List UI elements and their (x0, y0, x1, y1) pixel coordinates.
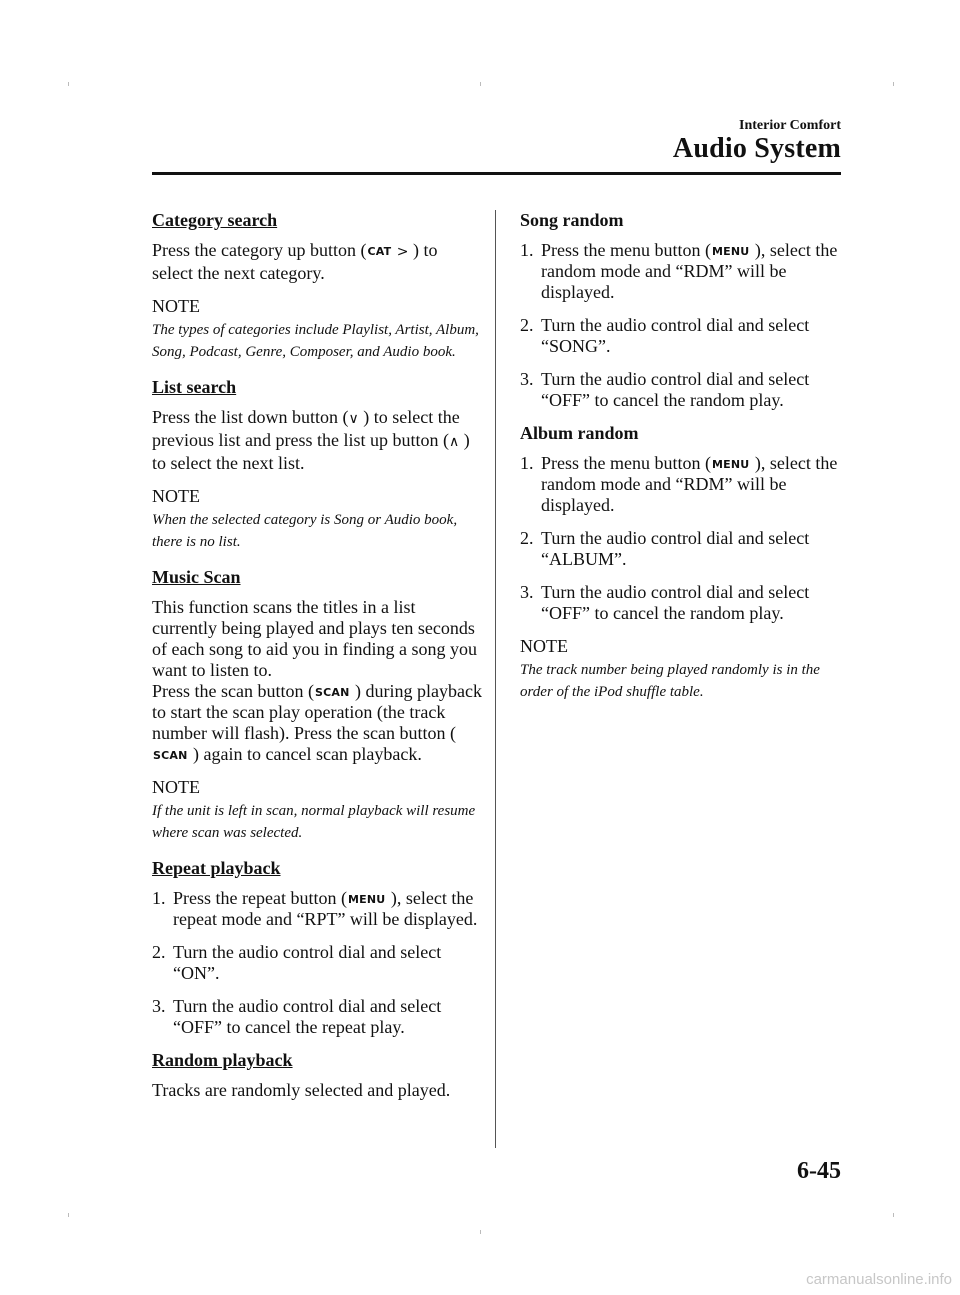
note-label: NOTE (152, 777, 200, 797)
crop-mark (893, 82, 894, 86)
note-label: NOTE (520, 636, 568, 656)
scan-button-icon: SCAN (314, 686, 350, 699)
list-item: 2. Turn the audio control dial and select “ALBUM”. (520, 528, 810, 569)
list-search-heading: List search (152, 377, 237, 397)
menu-button-icon: MENU (711, 458, 750, 471)
repeat-playback-heading: Repeat playback (152, 858, 281, 878)
list-item: 2. Turn the audio control dial and select “SONG”. (520, 315, 810, 356)
right-column (520, 210, 850, 717)
footer-watermark[interactable]: carmanualsonline.info (806, 1271, 952, 1288)
chevron-up-icon: ∧ (448, 434, 460, 450)
list-search-text: Press the list down button (∨ ) to select the previous list and press the list up button (∧ ) to select the next list. (152, 407, 470, 473)
random-playback-heading: Random playback (152, 1050, 293, 1070)
list-item: 1. Press the repeat button (MENU ), select the repeat mode and “RPT” will be displayed. (152, 888, 478, 929)
category-search-text: Press the category up button (CAT > ) to select the next category. (152, 240, 438, 283)
list-item: 2. Turn the audio control dial and select “ON”. (152, 942, 442, 983)
crop-mark (68, 82, 69, 86)
list-item: 3. Turn the audio control dial and select “OFF” to cancel the random play. (520, 369, 810, 410)
note-label: NOTE (152, 486, 200, 506)
note-text: If the unit is left in scan, normal playback will resume where scan was selected. (152, 803, 476, 841)
left-column (152, 210, 482, 1113)
list-item: 1. Press the menu button (MENU ), select the random mode and “RDM” will be displayed. (520, 453, 838, 515)
list-item: 3. Turn the audio control dial and select “OFF” to cancel the repeat play. (152, 996, 442, 1037)
crop-mark (893, 1213, 894, 1217)
chevron-down-icon: ∨ (348, 411, 359, 427)
note-text: The track number being played randomly is in the order of the iPod shuffle table. (520, 662, 820, 700)
header-rule (152, 172, 841, 175)
menu-button-icon: MENU (347, 893, 386, 906)
crop-mark (480, 1230, 481, 1234)
section-label: Interior Comfort (739, 118, 841, 133)
note-text: When the selected category is Song or Audio book, there is no list. (152, 512, 458, 550)
crop-mark (480, 82, 481, 86)
page-number: 6-45 (797, 1158, 841, 1184)
scan-button-icon: SCAN (153, 749, 188, 762)
list-item: 3. Turn the audio control dial and select “OFF” to cancel the random play. (520, 582, 810, 623)
cat-button-icon: CAT (367, 245, 392, 258)
crop-mark (68, 1213, 69, 1217)
list-item: 1. Press the menu button (MENU ), select the random mode and “RDM” will be displayed. (520, 240, 838, 302)
menu-button-icon: MENU (711, 245, 750, 258)
note-label: NOTE (152, 296, 200, 316)
chevron-right-icon: > (396, 244, 409, 260)
random-playback-text: Tracks are randomly selected and played. (152, 1080, 451, 1100)
music-scan-heading: Music Scan (152, 567, 241, 587)
album-random-heading: Album random (520, 423, 639, 443)
song-random-heading: Song random (520, 210, 624, 230)
note-text: The types of categories include Playlist, Artist, Album, Song, Podcast, Genre, Composer, and Audio book. (152, 322, 479, 360)
category-search-heading: Category search (152, 210, 278, 230)
column-divider (495, 210, 496, 1148)
page-title: Audio System (672, 133, 841, 164)
music-scan-text: This function scans the titles in a list currently being played and plays ten seconds of each song to aid you in finding a song you want to listen to. Press the scan button (SCAN ) during playback to start the scan play operation (the track number will flash). Press the scan button (SCAN ) again to cancel scan playback. (152, 597, 482, 764)
